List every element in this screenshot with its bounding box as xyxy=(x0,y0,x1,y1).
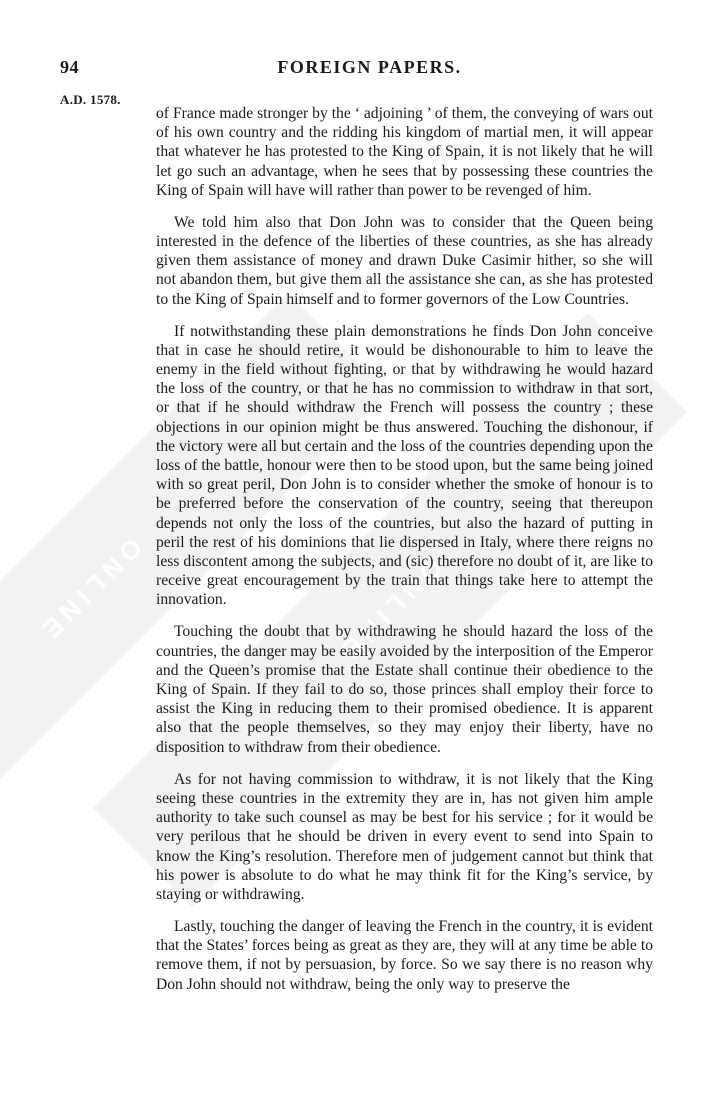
watermark-text: ONLINE xyxy=(332,552,449,669)
paragraph: As for not having commission to withdraw, it is not likely that the King seeing these countries in the extremity they are in, has not given him ample authority to take such counsel as may be best for his service ; for it would be very perilous that he should be driven in every event to send into Spain to know the King’s resolution. Therefore men of judgement cannot but think that his power is absolute to do what he may think fit for the King’s service, by staying or withdrawing. xyxy=(156,770,653,903)
paragraph: Lastly, touching the danger of leaving the French in the country, it is evident that the States’ forces being as great as they are, they will at any time be able to remove them, if not by persuasion, by force. So we say there is no reason why Don John should not withdraw, being the only way to preserve the xyxy=(156,917,653,993)
paragraph: If notwithstanding these plain demonstrations he finds Don John conceive that in case he should retire, it would be dishonourable to him to leave the enemy in the field without fighting, or that by withdrawing he would hazard the loss of the country, or that he has no commission to withdraw in that sort, or that if he should withdraw the French will possess the country ; these objections in our opinion might be thus answered. Touching the dishonour, if the victory were all but certain and the loss of the countries depending upon the loss of the battle, honour were then to be stood upon, but the same being joined with so great peril, Don John is to consider whether the smoke of honour is to be preferred before the conservation of the country, seeing that thereupon depends not only the loss of the countries, but also the hazard of putting in peril the rest of his dominions that lie dispersed in Italy, where there reigns no less discontent among the subjects, and (sic) therefore no doubt of it, are like to receive great encouragement by the train that things take here to attempt the innovation. xyxy=(156,322,653,609)
paragraph: of France made stronger by the ‘ adjoining ’ of them, the conveying of wars out of his own country and the ridding his kingdom of martial men, it will appear that whatever he has protested to the King of Spain, it is not likely that he will let go such an advantage, when he sees that by possessing these countries the King of Spain will have will rather than power to be revenged of him. xyxy=(156,105,653,199)
body-text xyxy=(156,104,653,1007)
watermark-text: ONLINE xyxy=(32,532,149,649)
paragraph: We told him also that Don John was to consider that the Queen being interested in the defence of the liberties of these countries, as she has already given them assistance of money and drawn Duke Casimir hither, so she will not abandon them, but give them all the assistance she can, as she has protested to the King of Spain himself and to former governors of the Low Countries. xyxy=(156,213,653,308)
paragraph: Touching the doubt that by withdrawing he should hazard the loss of the countries, the danger may be easily avoided by the interposition of the Emperor and the Queen’s promise that the Estate shall continue their obedience to the King of Spain. If they fail to do so, those princes shall employ their force to assist the King in reducing them to their promised obedience. It is apparent also that the people themselves, so they may enjoy their liberty, have no disposition to withdraw from their obedience. xyxy=(156,623,653,756)
running-title: FOREIGN PAPERS. xyxy=(277,57,462,77)
margin-year: A.D. 1578. xyxy=(60,92,121,107)
page-number: 94 xyxy=(60,57,79,77)
